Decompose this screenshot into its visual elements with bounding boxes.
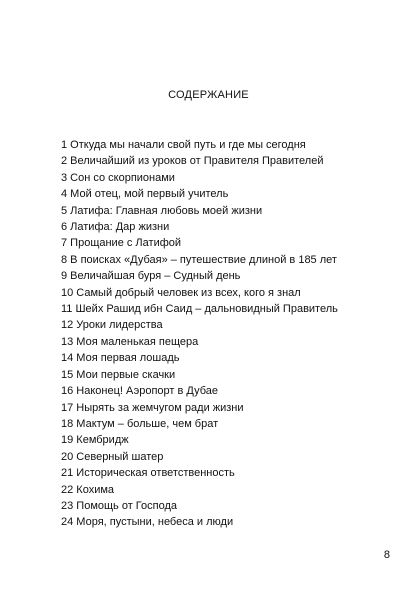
toc-entry: 17 Нырять за жемчугом ради жизни bbox=[61, 401, 244, 414]
toc-entry: 2 Величайший из уроков от Правителя Правителей bbox=[61, 155, 324, 168]
toc-entry: 19 Кембридж bbox=[61, 434, 129, 447]
toc-entry: 5 Латифа: Главная любовь моей жизни bbox=[61, 204, 263, 217]
toc-entry: 22 Кохима bbox=[61, 483, 115, 496]
toc-entry: 24 Моря, пустыни, небеса и люди bbox=[61, 516, 234, 529]
toc-entry: 8 В поисках «Дубая» – путешествие длиной в 185 лет bbox=[61, 253, 337, 266]
toc-entry: 23 Помощь от Господа bbox=[61, 499, 178, 512]
toc-entry: 20 Северный шатер bbox=[61, 450, 164, 463]
toc-entry: 3 Сон со скорпионами bbox=[61, 171, 175, 184]
toc-entry: 16 Наконец! Аэропорт в Дубае bbox=[61, 385, 218, 398]
toc-entry: 21 Историческая ответственность bbox=[61, 467, 235, 480]
toc-entry: 4 Мой отец, мой первый учитель bbox=[61, 188, 229, 201]
toc-entry: 7 Прощание с Латифой bbox=[61, 237, 182, 250]
toc-entry: 14 Моя первая лошадь bbox=[61, 352, 180, 365]
toc-entry: 11 Шейх Рашид ибн Саид – дальновидный Правитель bbox=[61, 303, 338, 316]
page-title: СОДЕРЖАНИЕ bbox=[168, 89, 249, 101]
toc-entry: 15 Мои первые скачки bbox=[61, 368, 176, 381]
toc-entry: 9 Величайшая буря – Судный день bbox=[61, 270, 241, 283]
toc-entry: 6 Латифа: Дар жизни bbox=[61, 221, 170, 234]
toc-entry: 12 Уроки лидерства bbox=[61, 319, 163, 332]
toc-entry: 18 Мактум – больше, чем брат bbox=[61, 417, 219, 430]
toc-entry: 13 Моя маленькая пещера bbox=[61, 335, 199, 348]
table-of-contents bbox=[61, 137, 338, 531]
toc-entry: 10 Самый добрый человек из всех, кого я знал bbox=[61, 286, 301, 299]
toc-entry: 1 Откуда мы начали свой путь и где мы сегодня bbox=[61, 139, 306, 151]
page-number: 8 bbox=[383, 549, 390, 561]
